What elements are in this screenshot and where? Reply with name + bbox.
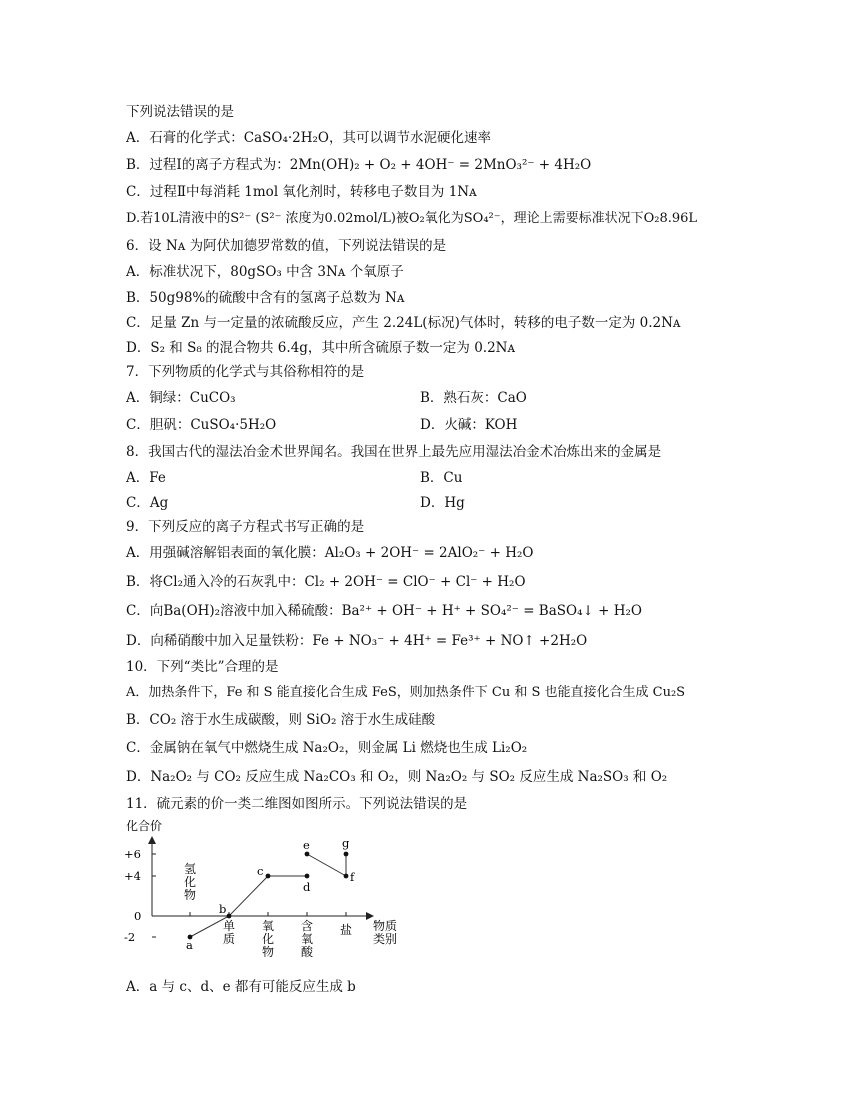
q7-option-b: B．熟石灰：CaO [420,390,527,406]
q8-option-a: A．Fe [126,470,166,486]
ytick-zero: 0 [134,909,142,923]
category-hydride: 氢化物 [184,862,197,902]
q6-option-c: C．足量 Zn 与一定量的浓硫酸反应，产生 2.24L(标况)气体时，转移的电子数一定为 0.2Nᴀ [126,315,681,331]
q8-stem: 8．我国古代的湿法冶金术世界闻名。我国在世界上最先应用湿法冶金术冶炼出来的金属是 [126,444,662,460]
q10-option-c: C．金属钠在氧气中燃烧生成 Na₂O₂，则金属 Li 燃烧也生成 Li₂O₂ [126,740,528,756]
q11-option-a: A．a 与 c、d、e 都有可能反应生成 b [126,979,356,995]
q7-option-d: D．火碱：KOH [420,417,518,433]
q9-option-d: D．向稀硝酸中加入足量铁粉：Fe + NO₃⁻ + 4H⁺ = Fe³⁺ + NO↑ +2H₂O [126,633,588,649]
ytick-minus2: -2 [124,930,136,944]
q8-option-b: B．Cu [420,470,463,486]
y-axis-label: 化合价 [126,819,163,833]
point-c [266,874,271,879]
label-c: c [257,864,264,878]
x-axis-label: 物质类别 [373,919,398,946]
label-d: d [303,880,311,894]
q10-option-b: B．CO₂ 溶于水生成碳酸，则 SiO₂ 溶于水生成硅酸 [126,712,436,728]
category-oxyacid: 含氧酸 [301,919,314,959]
q6-stem: 6．设 Nᴀ 为阿伏加德罗常数的值，下列说法错误的是 [126,238,447,254]
q10-option-d: D．Na₂O₂ 与 CO₂ 反应生成 Na₂CO₃ 和 O₂，则 Na₂O₂ 与 SO₂ 反应生成 Na₂SO₃ 和 O₂ [126,769,668,785]
category-oxide: 氧化物 [262,919,275,959]
ytick-plus4: +4 [124,869,141,883]
point-b [227,914,232,919]
label-b: b [219,902,227,916]
point-d [305,874,310,879]
q6-option-b: B．50g98%的硫酸中含有的氢离子总数为 Nᴀ [126,290,405,306]
q8-option-c: C．Ag [126,495,169,511]
point-e [305,852,310,857]
q5-option-b: B．过程Ⅰ的离子方程式为：2Mn(OH)₂ + O₂ + 4OH⁻ = 2MnO₃²⁻ + 4H₂O [126,157,592,173]
point-g [344,852,349,857]
sulfur-valence-diagram [118,818,418,968]
q5-option-d: D.若10L清液中的S²⁻ (S²⁻ 浓度为0.02mol/L)被O₂氧化为SO₄²⁻，理论上需要标准状况下O₂8.96L [126,211,698,226]
q5-stem: 下列说法错误的是 [126,104,234,120]
label-a: a [186,938,193,952]
q9-option-b: B．将Cl₂通入冷的石灰乳中：Cl₂ + 2OH⁻ = ClO⁻ + Cl⁻ + H₂O [126,574,526,590]
q10-stem: 10．下列“类比”合理的是 [126,659,279,675]
q5-option-a: A．石膏的化学式：CaSO₄·2H₂O，其可以调节水泥硬化速率 [126,130,491,146]
category-salt: 盐 [340,923,353,937]
q5-option-c: C．过程Ⅱ中每消耗 1mol 氧化剂时，转移电子数目为 1Nᴀ [126,184,477,200]
q11-stem: 11．硫元素的价一类二维图如图所示。下列说法错误的是 [126,796,468,812]
ytick-plus6: +6 [124,847,141,861]
point-f [344,874,349,879]
q9-option-c: C．向Ba(OH)₂溶液中加入稀硫酸：Ba²⁺ + OH⁻ + H⁺ + SO₄²⁻ = BaSO₄↓ + H₂O [126,603,642,619]
q7-stem: 7．下列物质的化学式与其俗称相符的是 [126,364,365,380]
label-g: g [342,836,350,850]
label-e: e [303,838,310,852]
q7-option-c: C．胆矾：CuSO₄·5H₂O [126,417,277,433]
q6-option-a: A．标准状况下，80gSO₃ 中含 3Nᴀ 个氧原子 [126,264,404,280]
q10-option-a: A．加热条件下，Fe 和 S 能直接化合生成 FeS，则加热条件下 Cu 和 S 也能直接化合生成 Cu₂S [126,685,686,700]
q7-option-a: A．铜绿：CuCO₃ [126,390,236,406]
q6-option-d: D．S₂ 和 S₈ 的混合物共 6.4g，其中所含硫原子数一定为 0.2Nᴀ [126,340,516,356]
label-f: f [350,870,355,884]
q9-stem: 9．下列反应的离子方程式书写正确的是 [126,519,365,535]
q8-option-d: D．Hg [420,495,465,511]
q9-option-a: A．用强碱溶解铝表面的氧化膜：Al₂O₃ + 2OH⁻ = 2AlO₂⁻ + H₂O [126,545,534,561]
category-element: 单质 [223,919,236,946]
